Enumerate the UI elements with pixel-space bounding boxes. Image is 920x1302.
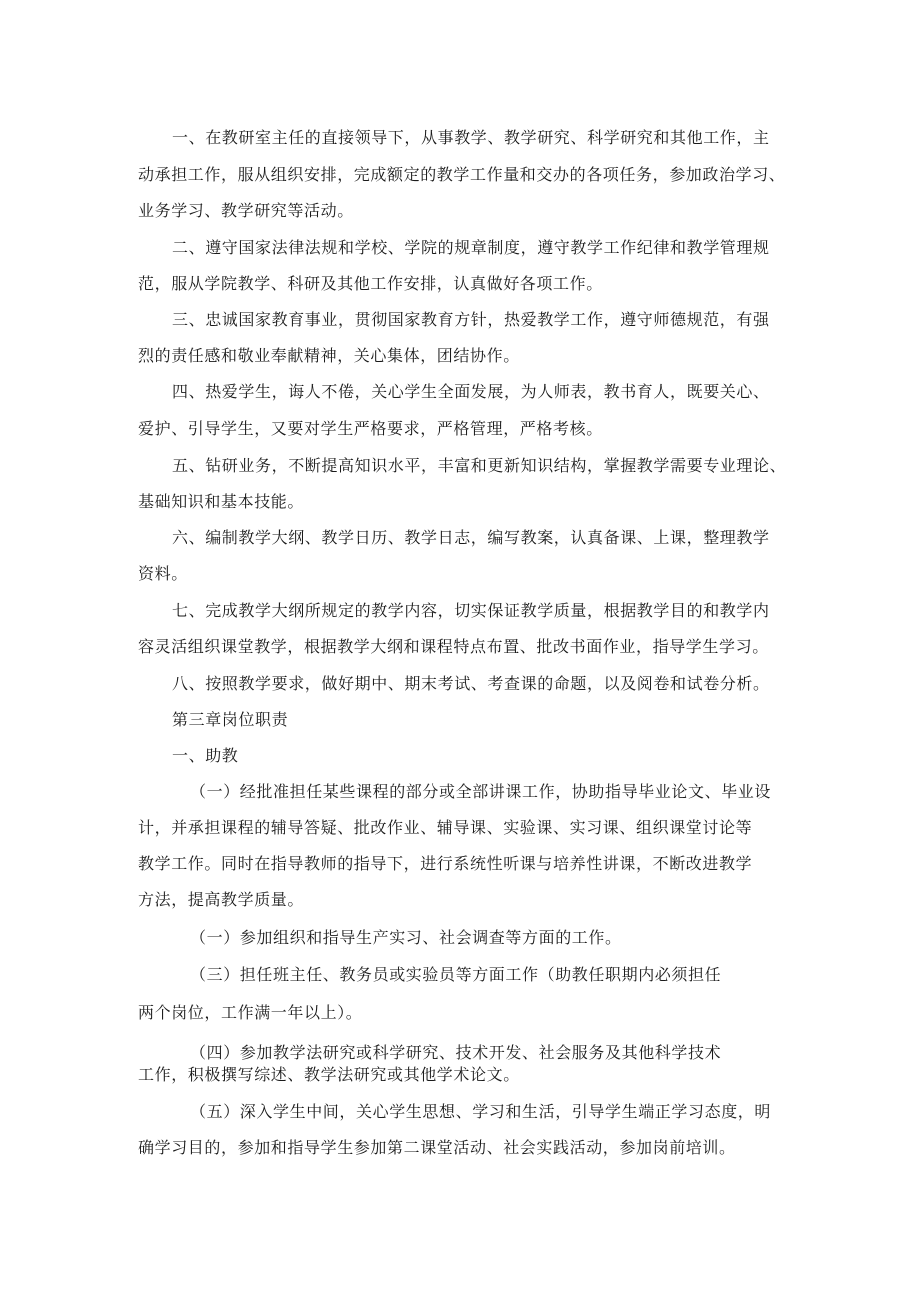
item-3-line-1: （三）担任班主任、教务员或实验员等方面工作（助教任职期内必须担任 bbox=[190, 965, 722, 984]
item-4-line-1: （四）参加教学法研究或科学研究、技术开发、社会服务及其他科学技术 bbox=[190, 1043, 722, 1062]
paragraph-4-line-2: 爱护、引导学生，又要对学生严格要求，严格管理，严格考核。 bbox=[138, 419, 603, 438]
paragraph-1-line-3: 业务学习、教学研究等活动。 bbox=[138, 201, 354, 220]
item-1-line-4: 方法，提高教学质量。 bbox=[138, 890, 305, 909]
item-1-line-3: 教学工作。同时在指导教师的指导下，进行系统性听课与培养性讲课，不断改进教学 bbox=[138, 854, 753, 873]
paragraph-6-line-1: 六、编制教学大纲、教学日历、教学日志，编写教案，认真备课、上课，整理教学 bbox=[172, 528, 770, 547]
paragraph-2-line-2: 范，服从学院教学、科研及其他工作安排，认真做好各项工作。 bbox=[138, 274, 603, 293]
paragraph-3-line-2: 烈的责任感和敬业奉献精神，关心集体，团结协作。 bbox=[138, 346, 520, 365]
paragraph-7-line-2: 容灵活组织课堂教学，根据教学大纲和课程特点布置、批改书面作业，指导学生学习。 bbox=[138, 637, 769, 656]
paragraph-7-line-1: 七、完成教学大纲所规定的教学内容，切实保证教学质量，根据教学目的和教学内 bbox=[172, 601, 770, 620]
item-4-line-2: 工作，积极撰写综述、教学法研究或其他学术论文。 bbox=[138, 1065, 520, 1084]
item-5-line-1: （五）深入学生中间，关心学生思想、学习和生活，引导学生端正学习态度，明 bbox=[190, 1102, 772, 1121]
item-5-line-2: 确学习目的，参加和指导学生参加第二课堂活动、社会实践活动，参加岗前培训。 bbox=[138, 1138, 736, 1157]
paragraph-1-line-1: 一、在教研室主任的直接领导下，从事教学、教学研究、科学研究和其他工作，主 bbox=[172, 128, 770, 147]
item-2-line-1: （一）参加组织和指导生产实习、社会调查等方面的工作。 bbox=[190, 928, 622, 947]
paragraph-1-line-2: 动承担工作，服从组织安排，完成额定的教学工作量和交办的各项任务，参加政治学习、 bbox=[138, 165, 786, 184]
paragraph-8-line-1: 八、按照教学要求，做好期中、期末考试、考查课的命题，以及阅卷和试卷分析。 bbox=[172, 674, 770, 693]
paragraph-3-line-1: 三、忠诚国家教育事业，贯彻国家教育方针，热爱教学工作，遵守师德规范，有强 bbox=[172, 310, 770, 329]
item-1-line-1: （一）经批准担任某些课程的部分或全部讲课工作，协助指导毕业论文、毕业设 bbox=[190, 782, 772, 801]
paragraph-2-line-1: 二、遵守国家法律法规和学校、学院的规章制度，遵守教学工作纪律和教学管理规 bbox=[172, 238, 770, 257]
section-title: 一、助教 bbox=[172, 746, 239, 765]
chapter-title: 第三章岗位职责 bbox=[172, 710, 289, 729]
item-3-line-2: 两个岗位，工作满一年以上）。 bbox=[138, 1003, 363, 1022]
paragraph-5-line-1: 五、钻研业务，不断提高知识水平，丰富和更新知识结构，掌握教学需要专业理论、 bbox=[172, 456, 787, 475]
paragraph-4-line-1: 四、热爱学生，诲人不倦，关心学生全面发展，为人师表，教书育人，既要关心、 bbox=[172, 382, 770, 401]
paragraph-6-line-2: 资料。 bbox=[138, 564, 188, 583]
paragraph-5-line-2: 基础知识和基本技能。 bbox=[138, 492, 305, 511]
item-1-line-2: 计，并承担课程的辅导答疑、批改作业、辅导课、实验课、实习课、组织课堂讨论等 bbox=[138, 818, 753, 837]
